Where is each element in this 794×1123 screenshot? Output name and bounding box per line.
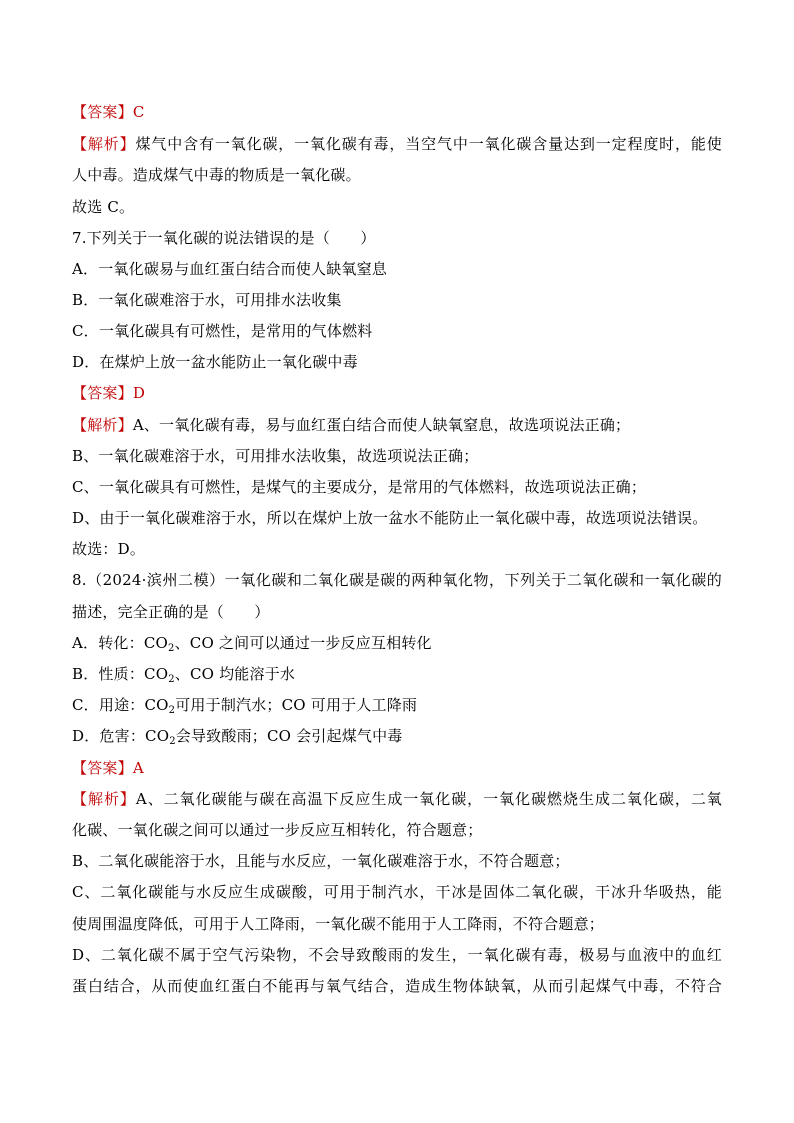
q6-analysis-line-1 bbox=[72, 134, 722, 154]
q8-option-a: A．转化：$CO_2$、CO 之间可以通过一步反应互相转化 bbox=[72, 634, 432, 654]
q8-option-b: B．性质：$CO_2$、CO 均能溶于水 bbox=[72, 665, 296, 685]
q8-option-d: D．危害：$CO_2$会导致酸雨；CO 会引起煤气中毒 bbox=[72, 727, 403, 747]
q8-answer bbox=[72, 758, 144, 778]
q8-stem-line-1: 8.（2024·滨州二模）一氧化碳和二氧化碳是碳的两种氧化物，下列关于二氧化碳和一氧化碳的 bbox=[72, 571, 722, 589]
answer-tag: 【答案】 bbox=[72, 384, 133, 402]
q7-option-c: C．一氧化碳具有可燃性，是常用的气体燃料 bbox=[72, 322, 373, 340]
analysis-text: A、二氧化碳能与碳在高温下反应生成一氧化碳，一氧化碳燃烧生成二氧化碳，二氧 bbox=[135, 790, 722, 808]
q8-analysis-line-4: C、二氧化碳能与水反应生成碳酸，可用于制汽水，干冰是固体二氧化碳，干冰升华吸热，能 bbox=[72, 883, 722, 901]
answer-tag: 【答案】 bbox=[72, 103, 133, 121]
analysis-tag: 【解析】 bbox=[72, 790, 136, 808]
q8-analysis-line-1 bbox=[72, 789, 722, 809]
q8-analysis-line-2: 化碳、一氧化碳之间可以通过一步反应互相转化，符合题意； bbox=[72, 821, 483, 839]
analysis-text: A、一氧化碳有毒，易与血红蛋白结合而使人缺氧窒息，故选项说法正确； bbox=[132, 416, 631, 434]
analysis-text: 煤气中含有一氧化碳，一氧化碳有毒，当空气中一氧化碳含量达到一定程度时，能使 bbox=[135, 135, 722, 153]
q7-option-d: D．在煤炉上放一盆水能防止一氧化碳中毒 bbox=[72, 353, 358, 371]
analysis-tag: 【解析】 bbox=[72, 135, 136, 153]
q7-option-b: B．一氧化碳难溶于水，可用排水法收集 bbox=[72, 291, 342, 309]
q7-stem: 7.下列关于一氧化碳的说法错误的是（ ） bbox=[72, 229, 376, 247]
q8-option-c: C．用途：$CO_2$可用于制汽水；CO 可用于人工降雨 bbox=[72, 696, 418, 716]
q7-analysis-line-2: B、一氧化碳难溶于水，可用排水法收集，故选项说法正确； bbox=[72, 447, 479, 465]
q7-answer bbox=[72, 383, 145, 403]
q7-analysis-line-1 bbox=[72, 415, 630, 435]
q8-analysis-line-5: 使周围温度降低，可用于人工降雨，一氧化碳不能用于人工降雨，不符合题意； bbox=[72, 915, 605, 933]
q7-analysis-line-3: C、一氧化碳具有可燃性，是煤气的主要成分，是常用的气体燃料，故选项说法正确； bbox=[72, 478, 647, 496]
q8-analysis-line-7: 蛋白结合，从而使血红蛋白不能再与氧气结合，造成生物体缺氧，从而引起煤气中毒，不符合 bbox=[72, 977, 722, 995]
q8-stem-line-2: 描述，完全正确的是（ ） bbox=[72, 603, 270, 621]
q6-conclusion: 故选 C。 bbox=[72, 198, 135, 216]
q8-analysis-line-6: D、二氧化碳不属于空气污染物，不会导致酸雨的发生，一氧化碳有毒，极易与血液中的血红 bbox=[72, 946, 722, 964]
q7-option-a: A．一氧化碳易与血红蛋白结合而使人缺氧窒息 bbox=[72, 260, 388, 278]
q6-analysis-line-2: 人中毒。造成煤气中毒的物质是一氧化碳。 bbox=[72, 166, 361, 184]
q7-analysis-line-4: D、由于一氧化碳难溶于水，所以在煤炉上放一盆水不能防止一氧化碳中毒，故选项说法错误。 bbox=[72, 509, 708, 527]
answer-value: C bbox=[132, 103, 145, 121]
q8-analysis-line-3: B、二氧化碳能溶于水，且能与水反应，一氧化碳难溶于水，不符合题意； bbox=[72, 852, 570, 870]
analysis-tag: 【解析】 bbox=[72, 416, 133, 434]
q7-conclusion: 故选：D。 bbox=[72, 540, 146, 558]
answer-tag: 【答案】 bbox=[72, 759, 133, 777]
answer-value: D bbox=[132, 384, 146, 402]
answer-value: A bbox=[132, 759, 144, 777]
q6-answer bbox=[72, 102, 145, 122]
